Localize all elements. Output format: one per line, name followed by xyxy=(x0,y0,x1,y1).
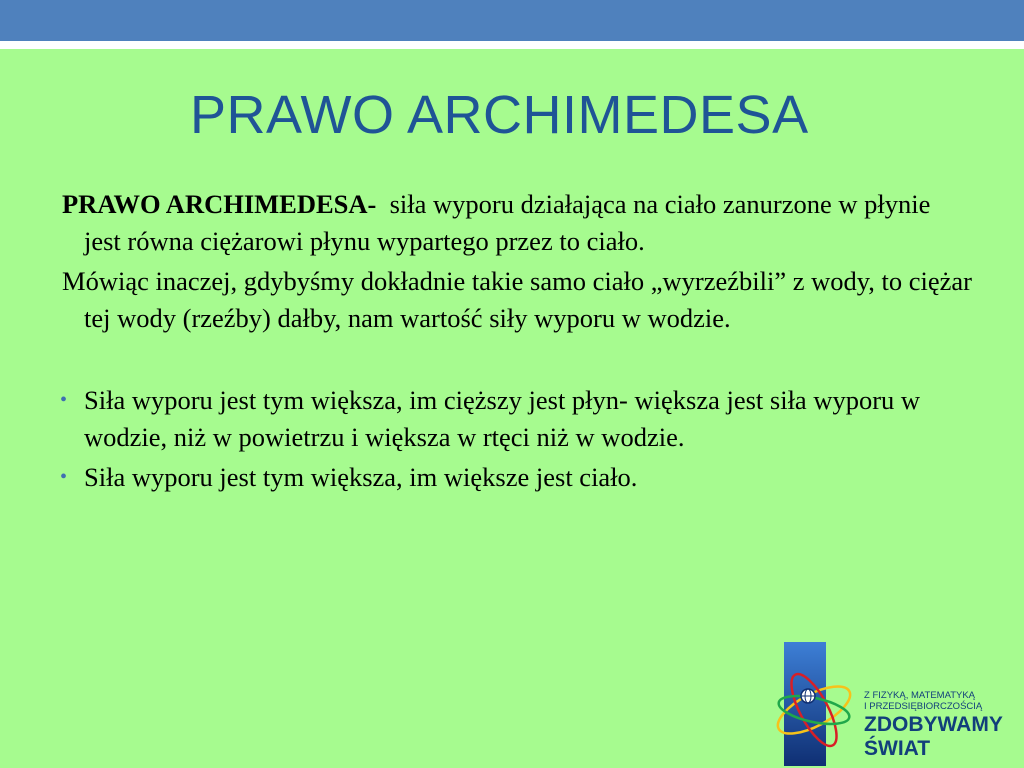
logo-emblem xyxy=(770,640,870,768)
definition-term: PRAWO ARCHIMEDESA- xyxy=(62,189,377,219)
logo-wordmark xyxy=(864,713,1003,761)
bullet-item xyxy=(62,382,972,456)
globe-icon xyxy=(801,689,815,703)
bullet-list xyxy=(62,382,972,496)
bullet-icon: • xyxy=(60,389,68,411)
top-bar xyxy=(0,0,1024,41)
definition-paragraph xyxy=(62,186,972,260)
bullet-text: Siła wyporu jest tym większa, im większe jest ciało. xyxy=(84,462,638,492)
bullet-item xyxy=(62,459,972,496)
logo-tagline xyxy=(864,690,982,712)
bullet-text: Siła wyporu jest tym większa, im cięższy jest płyn- większa jest siła wyporu w wodzie, niż w powietrzu i większa w rtęci niż w wodzie. xyxy=(84,385,921,452)
paragraph-spacer xyxy=(62,337,972,379)
slide-body xyxy=(62,186,972,496)
definition-text: siła wyporu działająca na ciało zanurzone w płynie jest równa ciężarowi płynu wypartego przez to ciało. xyxy=(84,189,931,256)
top-divider xyxy=(0,41,1024,49)
logo-tagline-line: Z FIZYKĄ, MATEMATYKĄ xyxy=(864,690,976,701)
explanation-paragraph: Mówiąc inaczej, gdybyśmy dokładnie takie samo ciało „wyrzeźbili” z wody, to ciężar tej wody (rzeźby) dałby, nam wartość siły wyporu w wodzie. xyxy=(62,266,972,333)
bullet-icon: • xyxy=(60,466,68,488)
slide-title: PRAWO ARCHIMEDESA xyxy=(190,85,809,145)
logo-tagline-line: I PRZEDSIĘBIORCZOŚCIĄ xyxy=(864,701,983,712)
logo-wordmark-line: ŚWIAT xyxy=(864,737,931,760)
project-logo xyxy=(770,640,1024,768)
logo-bar xyxy=(784,642,826,766)
logo-wordmark-line: ZDOBYWAMY xyxy=(864,713,1003,736)
